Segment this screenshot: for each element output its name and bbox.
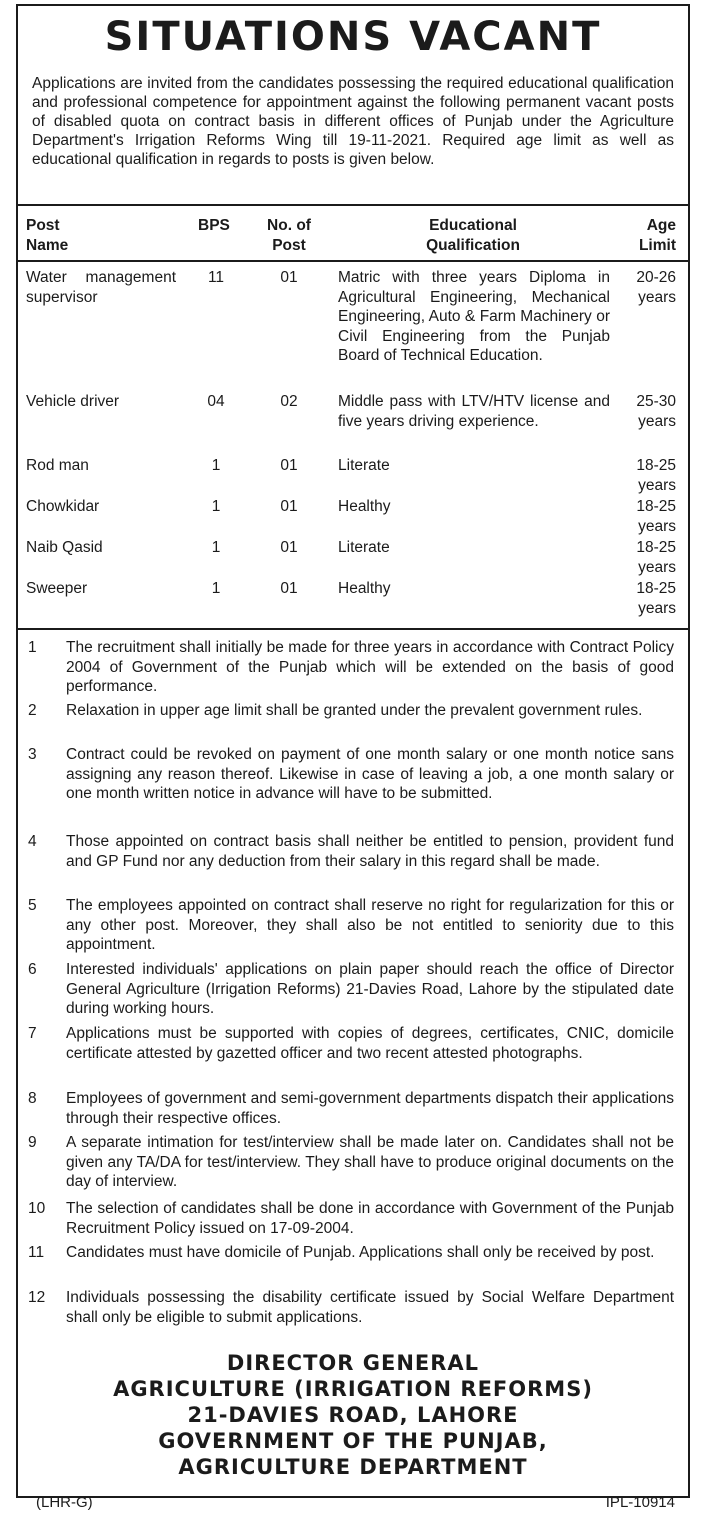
- signature-line: AGRICULTURE DEPARTMENT: [178, 1455, 528, 1479]
- table-row-bps: 1: [211, 580, 221, 597]
- condition-item: 7 Applications must be supported with copies of degrees, certificates, CNIC, domicile certificate attested by gazetted officer and two recent attested photographs.: [28, 1025, 674, 1062]
- signature-line: 21-DAVIES ROAD, LAHORE: [187, 1403, 519, 1427]
- table-row-posts: 01: [280, 498, 298, 515]
- table-row-posts: 01: [280, 539, 298, 556]
- table-row-post: Vehicle driver: [26, 393, 120, 410]
- intro-paragraph: Applications are invited from the candidates possessing the required educational qualification and professional competence for appointment against the following permanent vacant posts of disabled quota on contract basis in different offices of Punjab under the Agriculture Department's Irrigation Reforms Wing till 19-11-2021. Required age limit as well as educational qualification in regards to posts is given below.: [32, 75, 674, 168]
- table-row-bps: 1: [211, 539, 221, 556]
- table-row-posts: 01: [280, 269, 298, 286]
- table-row-bps: 1: [211, 498, 221, 515]
- condition-item: 3 Contract could be revoked on payment of one month salary or one month notice sans assigning any reason thereof. Likewise in case of leaving a job, a one month salary or one month written notice in advance will have to be submitted.: [28, 746, 674, 802]
- footer-code-right: IPL-10914: [605, 1494, 675, 1511]
- table-row-posts: 01: [280, 457, 298, 474]
- table-row-qualification: Healthy: [338, 498, 391, 515]
- table-row-qualification: Healthy: [338, 580, 391, 597]
- headline: SITUATIONS VACANT: [104, 14, 602, 60]
- condition-item: 8 Employees of government and semi-government departments dispatch their applications through their respective offices.: [28, 1090, 674, 1127]
- table-row-post: Naib Qasid: [26, 539, 103, 556]
- condition-item: 11 Candidates must have domicile of Punjab. Applications shall only be received by post.: [28, 1244, 655, 1261]
- header-age-limit: Age Limit: [638, 217, 676, 254]
- table-row-age: 25-30 years: [636, 393, 676, 430]
- table-row-post: Water management supervisor: [26, 269, 176, 306]
- condition-item: 1 The recruitment shall initially be made for three years in accordance with Contract Policy 2004 of Government of the Punjab which will be extended on the basis of good performance.: [28, 639, 674, 695]
- divider: [18, 204, 688, 206]
- table-row-qualification: Matric with three years Diploma in Agricultural Engineering, Mechanical Engineering, Auto & Farm Machinery or Civil Engineering from the Punjab Board of Technical Education.: [338, 269, 610, 364]
- table-row-bps: 1: [211, 457, 221, 474]
- table-row-age: 20-26 years: [636, 269, 676, 306]
- table-row-age: 18-25 years: [636, 580, 676, 617]
- condition-item: 5 The employees appointed on contract shall reserve no right for regularization for this or any other post. Moreover, they shall also be not entitled to seniority due to this appointment.: [28, 897, 674, 953]
- divider: [18, 260, 688, 262]
- table-row-post: Rod man: [26, 457, 89, 474]
- table-row-qualification: Literate: [338, 539, 390, 556]
- header-post-name: Post Name: [26, 217, 69, 254]
- condition-item: 12 Individuals possessing the disability certificate issued by Social Welfare Department shall only be eligible to submit applications.: [28, 1289, 674, 1326]
- table-row-posts: 02: [280, 393, 298, 410]
- table-row-bps: 11: [207, 269, 225, 286]
- signature-block: [18, 1350, 688, 1480]
- header-no-of-post: No. of Post: [267, 217, 311, 254]
- footer-code-left: (LHR-G): [36, 1494, 93, 1511]
- condition-item: 10 The selection of candidates shall be done in accordance with Government of the Punjab Recruitment Policy issued on 17-09-2004.: [28, 1200, 674, 1237]
- table-row-posts: 01: [280, 580, 298, 597]
- condition-item: 9 A separate intimation for test/interview shall be made later on. Candidates shall not be given any TA/DA for test/interview. They shall have to produce original documents on the day of interview.: [28, 1134, 674, 1190]
- table-row-bps: 04: [207, 393, 225, 410]
- table-row-age: 18-25 years: [636, 457, 676, 494]
- signature-line: DIRECTOR GENERAL: [226, 1351, 480, 1375]
- condition-item: 4 Those appointed on contract basis shall neither be entitled to pension, provident fund and GP Fund nor any deduction from their salary in this regard shall be made.: [28, 833, 674, 870]
- advertisement-box: [16, 4, 690, 1498]
- condition-item: 6 Interested individuals' applications on plain paper should reach the office of Director General Agriculture (Irrigation Reforms) 21-Davies Road, Lahore by the stipulated date during working hours.: [28, 961, 674, 1017]
- signature-line: GOVERNMENT OF THE PUNJAB,: [158, 1429, 548, 1453]
- divider: [18, 628, 688, 630]
- header-qualification: Educational Qualification: [426, 217, 520, 254]
- table-row-qualification: Literate: [338, 457, 390, 474]
- header-bps: BPS: [198, 217, 230, 234]
- table-row-age: 18-25 years: [636, 498, 676, 535]
- signature-line: AGRICULTURE (IRRIGATION REFORMS): [113, 1377, 593, 1401]
- table-row-post: Chowkidar: [26, 498, 100, 515]
- table-row-post: Sweeper: [26, 580, 88, 597]
- table-row-age: 18-25 years: [636, 539, 676, 576]
- condition-item: 2 Relaxation in upper age limit shall be granted under the prevalent government rules.: [28, 702, 643, 719]
- table-row-qualification: Middle pass with LTV/HTV license and five years driving experience.: [338, 393, 610, 430]
